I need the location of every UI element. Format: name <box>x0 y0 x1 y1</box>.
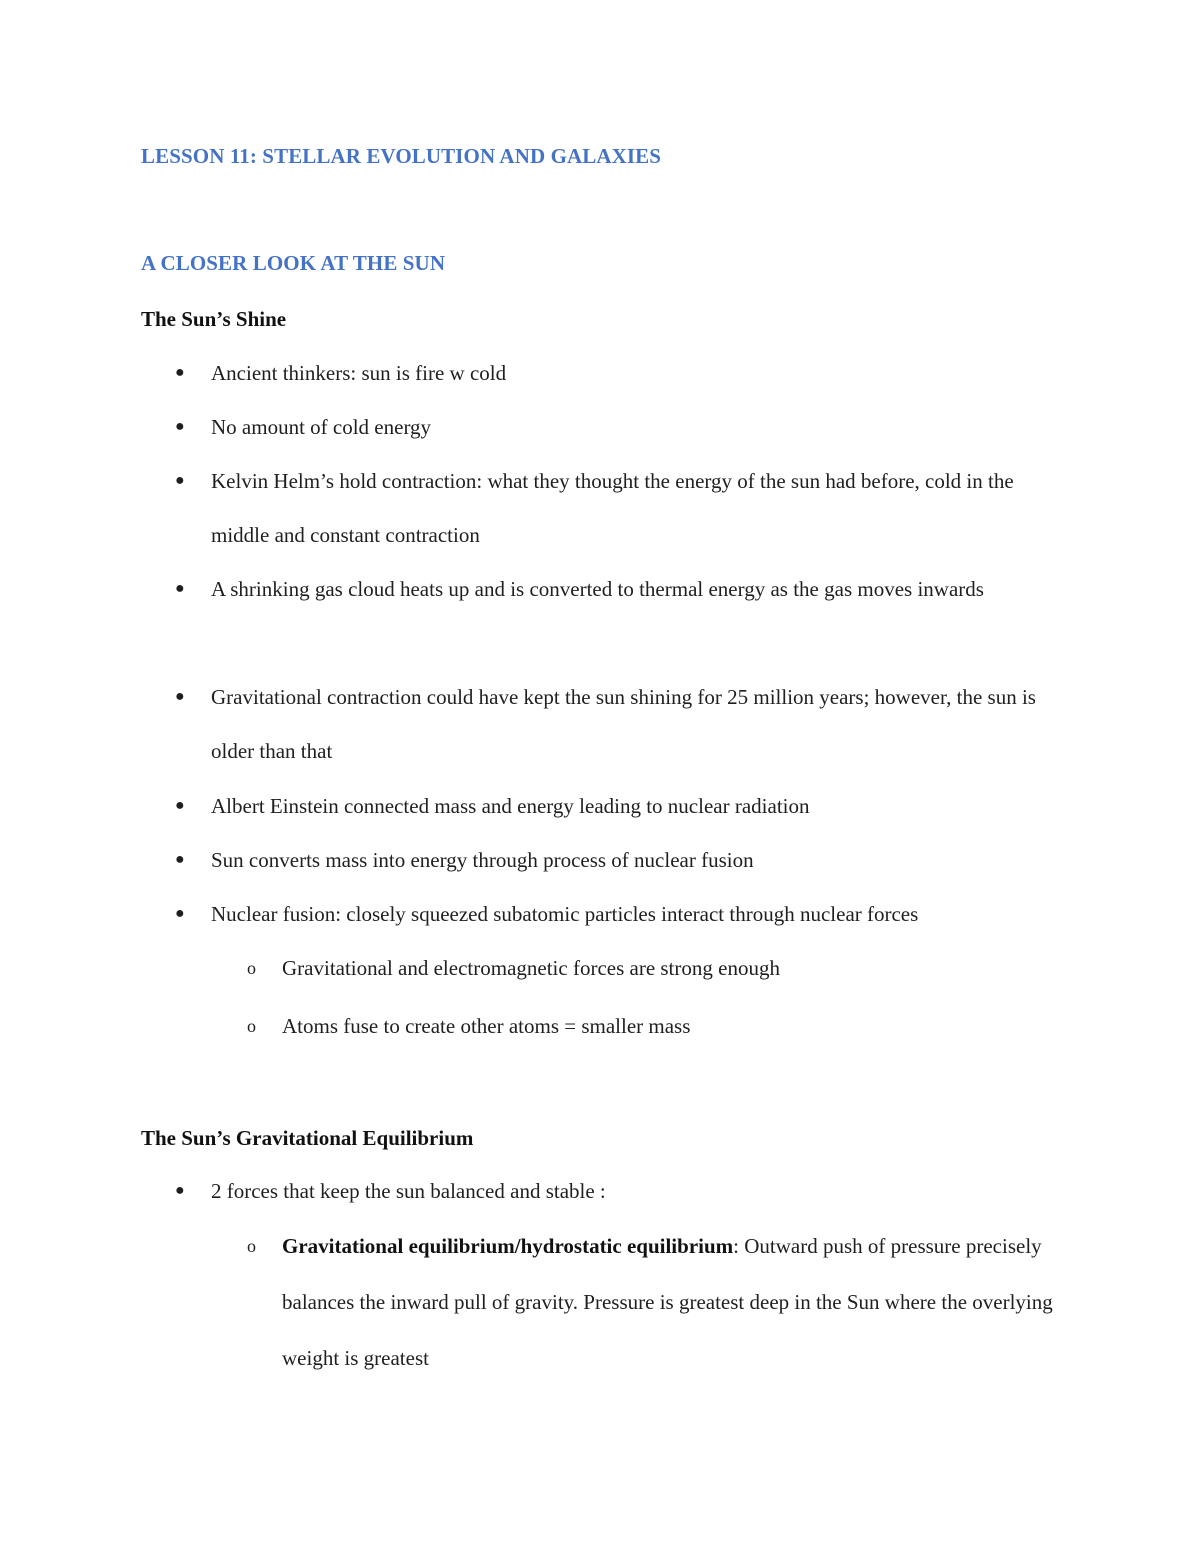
list-item-text: 2 forces that keep the sun balanced and stable : <box>211 1179 606 1203</box>
bullet-icon: ● <box>175 905 185 922</box>
list-item-text: Gravitational contraction could have kept the sun shining for 25 million years; however, the sun is older than that <box>211 685 1036 763</box>
sub-list-item <box>247 1218 1072 1386</box>
sub-bullet-icon: o <box>247 958 256 978</box>
section-title: A CLOSER LOOK AT THE SUN <box>141 251 446 275</box>
list-item-text: No amount of cold energy <box>211 415 432 439</box>
bullet-icon: ● <box>175 418 185 435</box>
equilibrium-heading: The Sun’s Gravitational Equilibrium <box>141 1126 474 1150</box>
list-item <box>175 346 1071 400</box>
list-item <box>175 562 1071 616</box>
sub-bullet-icon: o <box>247 1236 256 1256</box>
list-item-text: Kelvin Helm’s hold contraction: what they thought the energy of the sun had before, cold in the middle and constant contraction <box>211 469 1014 547</box>
equilibrium-term: Gravitational equilibrium/hydrostatic equilibrium <box>282 1234 734 1258</box>
list-item-text: Nuclear fusion: closely squeezed subatomic particles interact through nuclear forces <box>211 902 919 926</box>
sub-list-item-text: Atoms fuse to create other atoms = smaller mass <box>282 1014 691 1038</box>
list-item-text: Sun converts mass into energy through process of nuclear fusion <box>211 848 754 872</box>
sun-shine-heading: The Sun’s Shine <box>141 307 287 331</box>
bullet-icon: ● <box>175 580 185 597</box>
list-item <box>175 833 1071 887</box>
list-item <box>175 454 1071 562</box>
list-item <box>175 670 1071 778</box>
equilibrium-definition: : Outward push of pressure precisely balances the inward pull of gravity. Pressure is greatest deep in the Sun where the overlying weight is greatest <box>282 1234 1053 1370</box>
list-item <box>175 1164 1071 1218</box>
list-item-text: Ancient thinkers: sun is fire w cold <box>211 361 507 385</box>
bullet-icon: ● <box>175 851 185 868</box>
lesson-title: LESSON 11: STELLAR EVOLUTION AND GALAXIES <box>141 144 662 168</box>
sub-list-item-text: Gravitational and electromagnetic forces are strong enough <box>282 956 780 980</box>
list-item <box>175 400 1071 454</box>
list-item-text: Albert Einstein connected mass and energy leading to nuclear radiation <box>211 794 810 818</box>
list-item <box>175 779 1071 833</box>
bullet-icon: ● <box>175 472 185 489</box>
sub-list-item <box>247 998 1072 1054</box>
bullet-icon: ● <box>175 797 185 814</box>
bullet-icon: ● <box>175 364 185 381</box>
sub-bullet-icon: o <box>247 1016 256 1036</box>
bullet-icon: ● <box>175 1182 185 1199</box>
bullet-icon: ● <box>175 688 185 705</box>
list-item <box>175 887 1071 941</box>
sub-list-item <box>247 940 1072 996</box>
list-item-text: A shrinking gas cloud heats up and is converted to thermal energy as the gas moves inwards <box>211 577 984 601</box>
